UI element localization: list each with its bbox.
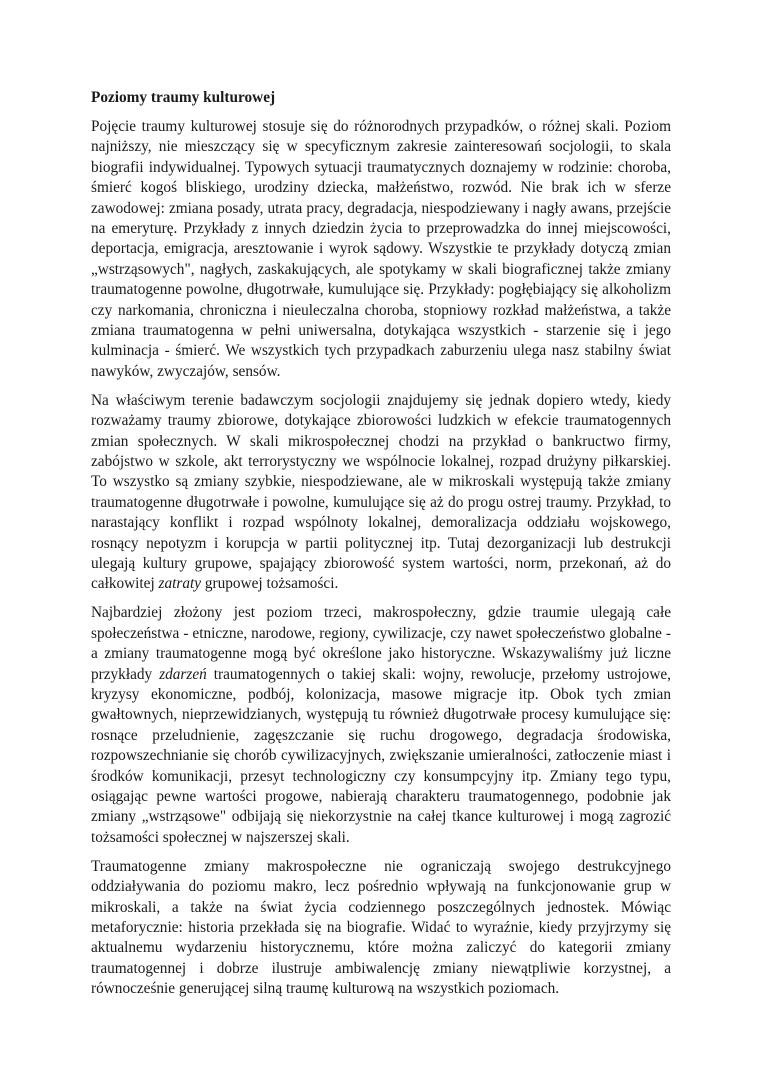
paragraph-text: Na właściwym terenie badawczym socjologii znajdujemy się jednak dopiero wtedy, kiedy rozważamy traumy zbiorowe, dotykające zbiorowości ludzkich w efekcie traumatogennych zmian społecznych. W skali mikrospołecznej chodzi na przykład o bankructwo firmy, zabójstwo w szkole, akt terrorystyczny we wspólnocie lokalnej, rozpad drużyny piłkarskiej. To wszystko są zmiany szybkie, niespodziewane, ale w mikroskali występują także zmiany traumatogenne długotrwałe i powolne, kumulujące się aż do progu ostrej traumy. Przykład, to narastający konflikt i rozpad wspólnoty lokalnej, demoralizacja oddziału wojskowego, rosnący nepotyzm i korupcja w partii politycznej itp. Tutaj dezorganizacji lub destrukcji ulegają kultury grupowe, spajający zbiorowość system wartości, norm, przekonań, aż do całkowitej [91,391,671,593]
italic-term-zdarzen: zdarzeń [159,665,207,683]
paragraph-text: traumatogennych o takiej skali: wojny, rewolucje, przełomy ustrojowe, kryzysy ekonomiczne, podbój, kolonizacja, masowe migracje itp. Obok tych zmian gwałtownych, nieprzewidzianych, występują tu również długotrwałe procesy kumulujące się: rosnące przeludnienie, zagęszczanie się ruchu drogowego, degradacja środowiska, rozpowszechnianie się chorób cywilizacyjnych, zwiększanie umieralności, zatłoczenie miast i środków komunikacji, przesyt technologiczny czy konsumpcyjny itp. Zmiany tego typu, osiągając pewne wartości progowe, nabierają charakteru traumatogennego, podobnie jak zmiany „wstrząsowe" odbijają się niekorzystnie na całej tkance kulturowej i mogą zagrozić tożsamości społecznej w najszerszej skali. [91,665,671,846]
paragraph-2 [91,391,671,595]
paragraph-text: grupowej tożsamości. [201,575,339,593]
paragraph-text: Pojęcie traumy kulturowej stosuje się do różnorodnych przypadków, o różnej skali. Poziom najniższy, nie mieszczący się w specyficznym zakresie zainteresowań socjologii, to skala biografii indywidualnej. Typowych sytuacji traumatycznych doznajemy w rodzinie: choroba, śmierć kogoś bliskiego, urodziny dziecka, małżeństwo, rozwód. Nie brak ich w sferze zawodowej: zmiana posady, utrata pracy, degradacja, niespodziewany i nagły awans, przejście na emeryturę. Przykłady z innych dziedzin życia to przeprowadzka do innej miejscowości, deportacja, emigracja, aresztowanie i wyrok sądowy. Wszystkie te przykłady dotyczą zmian „wstrząsowych", nagłych, zaskakujących, ale spotykamy w skali biograficznej także zmiany traumatogenne powolne, długotrwałe, kumulujące się. Przykłady: pogłębiający się alkoholizm czy narkomania, chroniczna i nieuleczalna choroba, stopniowy rozkład małżeństwa, a także zmiana traumatogenna w pełni uniwersalna, dotykająca wszystkich - starzenie się i jego kulminacja - śmierć. We wszystkich tych przypadkach zaburzeniu ulega nasz stabilny świat nawyków, zwyczajów, sensów. [91,118,671,380]
italic-term-zatraty: zatraty [158,575,202,593]
paragraph-text: Najbardziej złożony jest poziom trzeci, makrospołeczny, gdzie traumie ulegają całe społeczeństwa - etniczne, narodowe, regiony, cywilizacje, czy nawet społeczeństwo globalne - a zmiany traumatogenne mogą być określone jako historyczne. Wskazywaliśmy już liczne przykłady [91,604,671,683]
paragraph-4 [91,857,671,1000]
paragraph-text: Traumatogenne zmiany makrospołeczne nie ograniczają swojego destrukcyjnego oddziaływania do poziomu makro, lecz pośrednio wpływają na funkcjonowanie grup w mikroskali, a także na świat życia codziennego poszczególnych jednostek. Mówiąc metaforycznie: historia przekłada się na biografie. Widać to wyraźnie, kiedy przyjrzymy się aktualnemu wydarzeniu historycznemu, które można zaliczyć do kategorii zmiany traumatogennej i dobrze ilustruje ambiwalencję zmiany niewątpliwie korzystnej, a równocześnie generującej silną traumę kulturową na wszystkich poziomach. [91,857,671,998]
document-page [91,88,671,1008]
paragraph-3 [91,603,671,848]
document-title: Poziomy traumy kulturowej [91,89,276,106]
paragraph-1 [91,117,671,382]
